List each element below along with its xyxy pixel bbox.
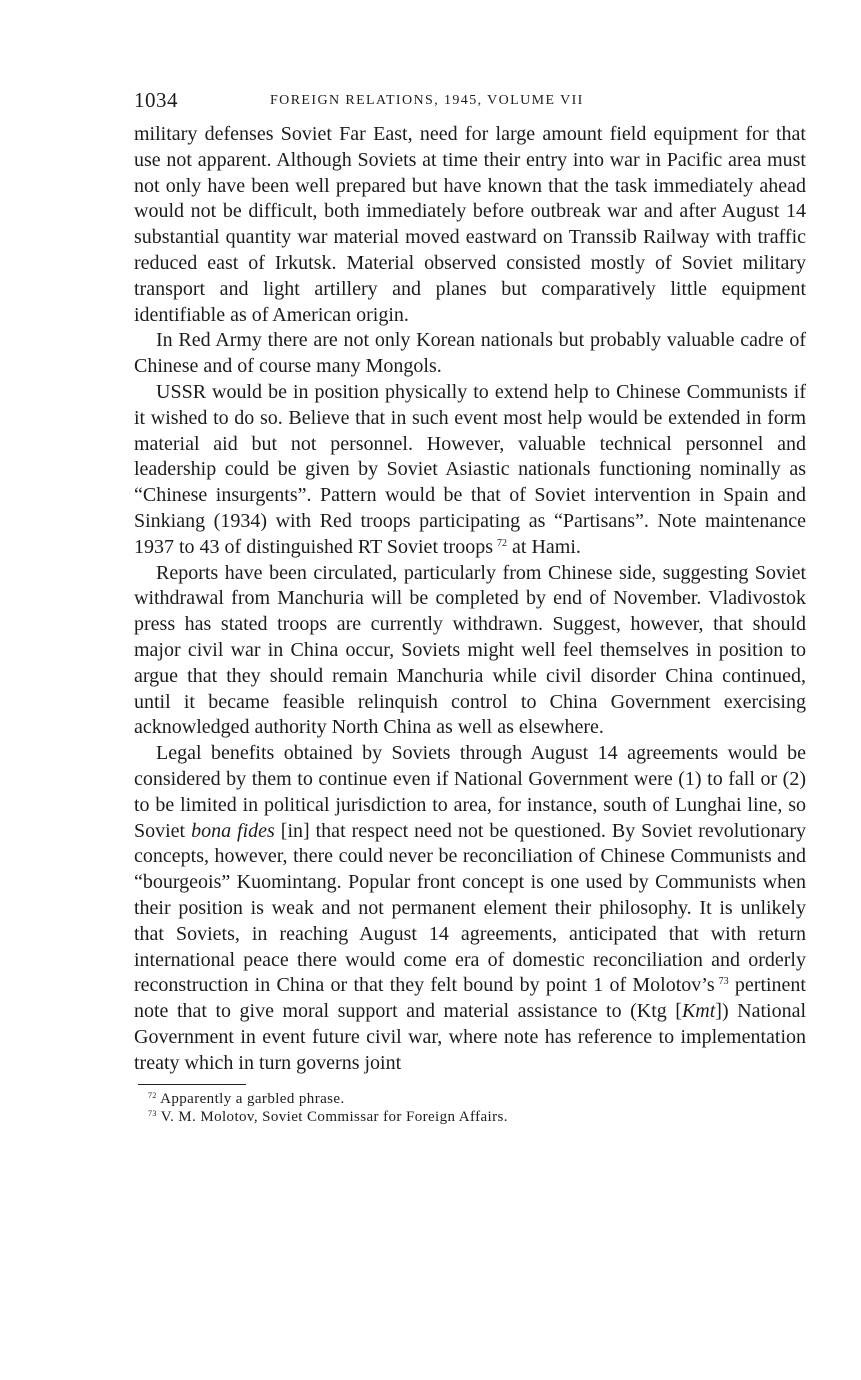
paragraph-5-text-4: ]) National Government in event future civil war, where note has reference to implementation treaty which in turn governs joint [134,1000,806,1074]
italic-kmt: Kmt [681,1000,716,1023]
paragraph-5 [134,741,806,1076]
latin-phrase-bona-fides: bona fides [191,819,275,842]
paragraph-1: military defenses Soviet Far East, need for large amount field equipment for that use not apparent. Although Soviets at time their entry into war in Pacific area must not only have been well prepared but have known that the task immediately ahead would not be difficult, both immediately before outbreak war and after August 14 substantial quantity war material moved eastward on Transsib Railway with traffic reduced east of Irkutsk. Material observed consisted mostly of Soviet military transport and light artillery and planes but comparatively little equipment identifiable as of American origin. [134,123,806,326]
running-head [134,88,806,116]
paragraph-4: Reports have been circulated, particularly from Chinese side, suggesting Soviet withdrawal from Manchuria will be completed by end of November. Vladivostok press has stated troops are currently withdrawn. Suggest, however, that should major civil war in China occur, Soviets might well feel themselves in position to argue that they should remain Manchuria while civil disorder China continued, until it became feasible relinquish control to China Government exercising acknowledged authority North China as well as elsewhere. [134,561,806,739]
footnote-73-text: V. M. Molotov, Soviet Commissar for Foreign Affairs. [160,1108,508,1125]
footnote-rule [138,1084,246,1085]
paragraph-3 [134,380,806,561]
footnote-ref-73: 73 [718,976,729,988]
footnote-73 [148,1109,806,1127]
paragraph-3-tail: at Hami. [507,535,581,558]
footnote-72 [148,1091,806,1109]
footnote-mark-73: 73 [148,1108,157,1118]
paragraph-3-text: USSR would be in position physically to extend help to Chinese Communists if it wished to do so. Believe that in such event most help would be extended in form material aid but not personnel. However, valuable technical personnel and leadership could be given by Soviet Asiastic nationals functioning nominally as “Chinese insurgents”. Pattern would be that of Soviet intervention in Spain and Sinkiang (1934) with Red troops participating as “Partisans”. Note maintenance 1937 to 43 of distinguished RT Soviet troops [134,380,806,558]
paragraph-5-text-1: Legal benefits obtained by Soviets through August 14 agreements would be considered by them to continue even if National Government were (1) to fall or (2) to be limited in political jurisdiction to area, for instance, south of Lunghai line, so Soviet [134,742,806,842]
footnotes [134,1091,806,1126]
paragraph-5-text-2: [in] that respect need not be questioned. By Soviet revolutionary concepts, however, there could never be reconciliation of Chinese Communists and “bourgeois” Kuomintang. Popular front concept is one used by Communists when their position is weak and not permanent element their philosophy. It is unlikely that Soviets, in reaching August 14 agreements, anticipated that with return international peace there would come era of domestic reconciliation and orderly reconstruction in China or that they felt bound by point 1 of Molotov’s [134,819,806,997]
footnote-ref-72: 72 [497,537,508,549]
footnote-72-text: Apparently a garbled phrase. [160,1091,345,1108]
paragraph-5-text-3: pertinent note that to give moral support and material assistance to (Ktg [ [134,974,806,1023]
paragraph-2: In Red Army there are not only Korean nationals but probably valuable cadre of Chinese and of course many Mongols. [134,329,806,378]
running-head-title: FOREIGN RELATIONS, 1945, VOLUME VII [270,93,584,108]
page-number: 1034 [134,88,178,112]
body-text [134,122,806,1076]
footnote-mark-72: 72 [148,1091,157,1101]
document-page [134,88,806,1126]
